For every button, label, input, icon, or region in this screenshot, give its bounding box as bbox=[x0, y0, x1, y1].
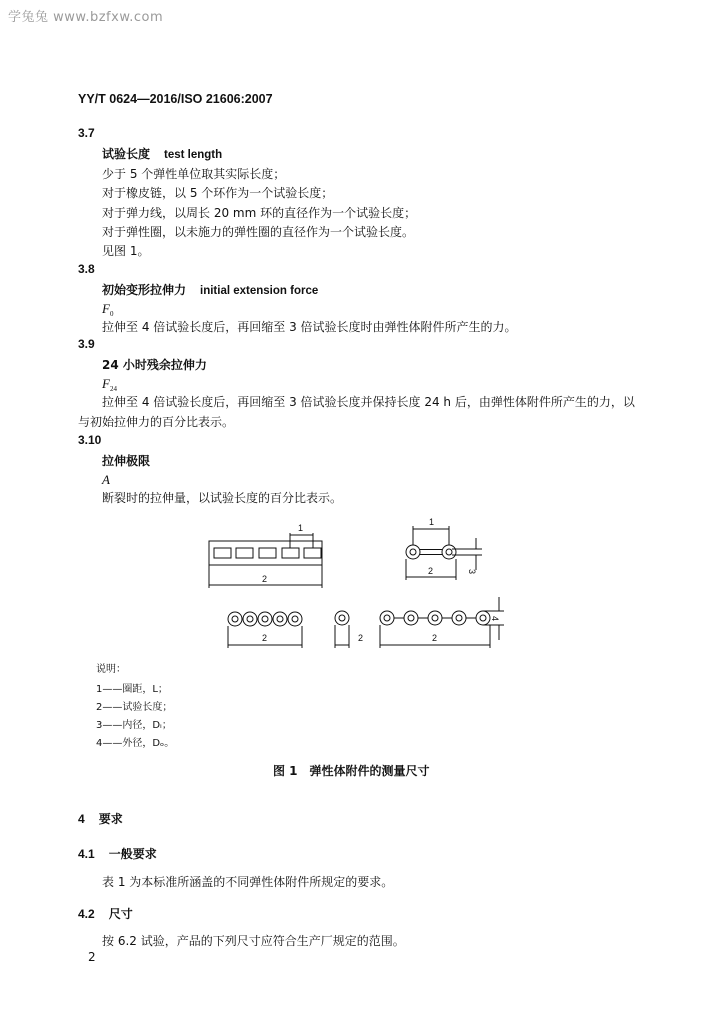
single-ring bbox=[335, 611, 349, 648]
term-zh: 试验长度 bbox=[102, 147, 151, 161]
definition: 断裂时的拉伸量，以试验长度的百分比表示。 bbox=[102, 491, 343, 505]
spaced-ring-chain bbox=[380, 597, 504, 648]
dim-label-4: 4 bbox=[490, 616, 500, 622]
page-number: 2 bbox=[88, 950, 96, 964]
dim-label-2: 2 bbox=[432, 633, 438, 643]
symbol: F0 bbox=[102, 301, 114, 318]
dim-label-2: 2 bbox=[358, 633, 364, 643]
standard-number: YY/T 0624—2016/ISO 21606:2007 bbox=[78, 92, 273, 106]
term-zh: 初始变形拉伸力 bbox=[102, 283, 187, 297]
section-number: 3.10 bbox=[78, 433, 102, 447]
term-heading bbox=[102, 145, 222, 162]
dim-label-1: 1 bbox=[298, 523, 304, 533]
section-number: 3.8 bbox=[78, 262, 95, 276]
section-number: 3.9 bbox=[78, 337, 95, 351]
legend-title: 说明： bbox=[96, 664, 126, 675]
legend-item: 2——试验长度； bbox=[96, 702, 173, 713]
dim-label-3: 3 bbox=[467, 569, 477, 575]
term-en: test length bbox=[164, 149, 223, 161]
paragraph-line: 见图 1。 bbox=[102, 244, 150, 258]
section-number: 3.7 bbox=[78, 126, 95, 140]
symbol: A bbox=[102, 472, 110, 487]
paragraph: 表 1 为本标准所涵盖的不同弹性体附件所规定的要求。 bbox=[102, 875, 394, 889]
definition: 拉伸至 4 倍试验长度后，再回缩至 3 倍试验长度并保持长度 24 h 后，由弹性体附件所产生的力，以 bbox=[102, 395, 635, 409]
legend-item: 1——圈距，L； bbox=[96, 684, 168, 695]
watermark: 学兔兔 www.bzfxw.com bbox=[8, 10, 164, 25]
definition: 拉伸至 4 倍试验长度后，再回缩至 3 倍试验长度时由弹性体附件所产生的力。 bbox=[102, 320, 517, 334]
legend-item: 3——内径，Dᵢ； bbox=[96, 720, 172, 731]
definition: 与初始拉伸力的百分比表示。 bbox=[78, 415, 235, 429]
subsection-heading: 4.2 尺寸 bbox=[78, 907, 133, 921]
symbol: F24 bbox=[102, 376, 117, 393]
term-heading bbox=[102, 281, 318, 298]
legend-item: 4——外径，Dₒ。 bbox=[96, 738, 175, 749]
dim-label-1: 1 bbox=[429, 517, 435, 527]
dim-label-2: 2 bbox=[428, 566, 434, 576]
section-heading: 4 要求 bbox=[78, 812, 123, 826]
paragraph-line: 少于 5 个弹性单位取其实际长度； bbox=[102, 167, 286, 181]
term-en: initial extension force bbox=[200, 285, 319, 297]
paragraph: 按 6.2 试验，产品的下列尺寸应符合生产厂规定的范围。 bbox=[102, 934, 405, 948]
subsection-heading: 4.1 一般要求 bbox=[78, 847, 157, 861]
dim-label-2: 2 bbox=[262, 633, 268, 643]
term-zh: 拉伸极限 bbox=[102, 454, 151, 468]
figure-caption: 图 1 弹性体附件的测量尺寸 bbox=[273, 764, 430, 778]
term-zh: 24 小时残余拉伸力 bbox=[102, 358, 207, 372]
dim-label-2: 2 bbox=[262, 574, 268, 584]
figure-measurement-diagram bbox=[0, 505, 724, 655]
paragraph-line: 对于弹力线，以周长 20 mm 环的直径作为一个试验长度； bbox=[102, 206, 417, 220]
paragraph-line: 对于橡皮链，以 5 个环作为一个试验长度； bbox=[102, 186, 334, 200]
paragraph-line: 对于弹性圈，以未施力的弹性圈的直径作为一个试验长度。 bbox=[102, 225, 415, 239]
